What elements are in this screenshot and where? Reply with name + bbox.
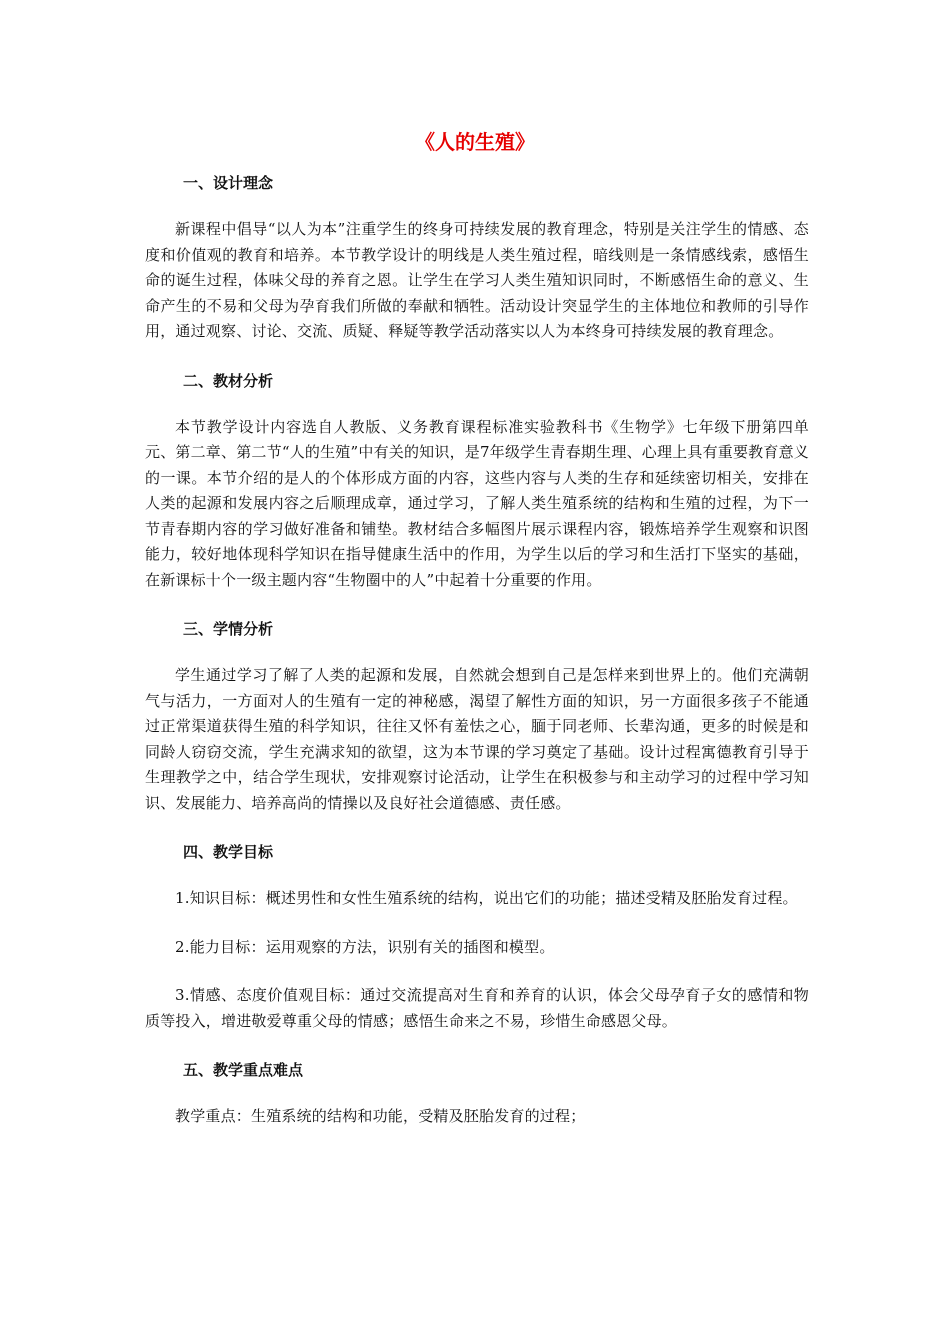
key-points-paragraph: 教学重点：生殖系统的结构和功能，受精及胚胎发育的过程；	[175, 1107, 586, 1125]
goal-ability: 2.能力目标：运用观察的方法，识别有关的插图和模型。	[175, 937, 555, 956]
section-heading-textbook-analysis: 二、教材分析	[183, 371, 274, 390]
section-heading-design-concept: 一、设计理念	[183, 174, 274, 192]
goal-knowledge: 1.知识目标：概述男性和女性生殖系统的结构，说出它们的功能；描述受精及胚胎发育过程。	[175, 889, 798, 907]
section-paragraph: 学生通过学习了解了人类的起源和发展，自然就会想到自己是怎样来到世界上的。他们充满朝气与活力，一方面对人的生殖有一定的神秘感，渴望了解性方面的知识，另一方面很多孩子不能通过正常渠道获得生殖的科学知识，往往又怀有羞怯之心，腼于同老师、长辈沟通，更多的时候是和同龄人窃窃交流，学生充满求知的欲望，这为本节课的学习奠定了基础。设计过程寓德教育引导于生理教学之中，结合学生现状，安排观察讨论活动，让学生在积极参与和主动学习的过程中学习知识、发展能力、培养高尚的情操以及良好社会道德感、责任感。	[145, 666, 809, 812]
page-title: 《人的生殖》	[415, 130, 535, 154]
document-body	[145, 170, 809, 1130]
section-paragraph: 本节教学设计内容选自人教版、义务教育课程标准实验教科书《生物学》七年级下册第四单元、第二章、第二节“人的生殖”中有关的知识，是7年级学生青春期生理、心理上具有重要教育意义的一课。本节介绍的是人的个体形成方面的内容，这些内容与人类的生存和延续密切相关，安排在人类的起源和发展内容之后顺理成章，通过学习，了解人类生殖系统的结构和生殖的过程，为下一节青春期内容的学习做好准备和铺垫。教材结合多幅图片展示课程内容，锻炼培养学生观察和识图能力，较好地体现科学知识在指导健康生活中的作用，为学生以后的学习和生活打下坚实的基础，在新课标十个一级主题内容“生物圈中的人”中起着十分重要的作用。	[145, 417, 809, 589]
section-heading-teaching-goals: 四、教学目标	[183, 843, 274, 861]
section-paragraph: 新课程中倡导“以人为本”注重学生的终身可持续发展的教育理念，特别是关注学生的情感、态度和价值观的教育和培养。本节教学设计的明线是人类生殖过程，暗线则是一条情感线索，感悟生命的诞生过程，体味父母的养育之恩。让学生在学习人类生殖知识同时，不断感悟生命的意义、生命产生的不易和父母为孕育我们所做的奉献和牺牲。活动设计突显学生的主体地位和教师的引导作用，通过观察、讨论、交流、质疑、释疑等教学活动落实以人为本终身可持续发展的教育理念。	[145, 220, 809, 340]
section-heading-key-points: 五、教学重点难点	[183, 1061, 304, 1079]
goal-emotion: 3.情感、态度价值观目标：通过交流提高对生育和养育的认识，体会父母孕育子女的感情和物质等投入，增进敬爱尊重父母的情感；感悟生命来之不易，珍惜生命感恩父母。	[145, 986, 809, 1030]
section-heading-student-analysis: 三、学情分析	[183, 620, 274, 638]
